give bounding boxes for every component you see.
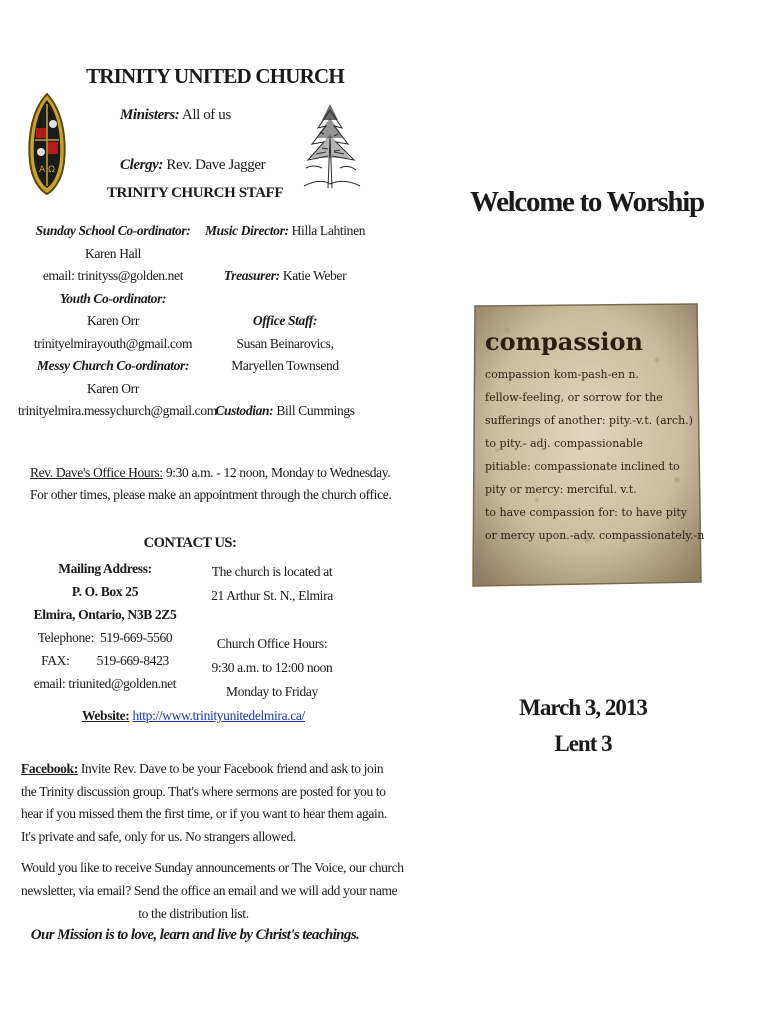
facebook-line-1: Invite Rev. Dave to be your Facebook friend and ask to join [80, 761, 384, 776]
fax: FAX: 519-669-8423 [41, 653, 169, 668]
staff-right-column [205, 220, 365, 423]
church-office-hours-time: 9:30 a.m. to 12:00 noon [211, 660, 333, 675]
stone-line-8: or mercy upon.-adv. compassionately.-n [485, 529, 704, 542]
newsletter-line-3: to the distribution list. [138, 906, 249, 921]
service-date: March 3, 2013 [519, 695, 647, 720]
stone-line-6: pity or mercy: merciful. v.t. [485, 483, 637, 496]
office-hours-note: For other times, please make an appointment through the church office. [30, 487, 392, 502]
custodian-name: Bill Cummings [276, 403, 355, 418]
newsletter-line-2: newsletter, via email? Send the office an email and we will add your name [21, 883, 398, 898]
youth-name: Karen Orr [87, 313, 139, 328]
staff-left-column [18, 220, 217, 423]
location-line-1: The church is located at [211, 564, 333, 579]
office-hours-label: Rev. Dave's Office Hours: [30, 465, 163, 480]
contact-mailing [30, 557, 180, 695]
ministers-value: All of us [181, 107, 231, 123]
treasurer-name: Katie Weber [282, 268, 347, 283]
mailing-label: Mailing Address: [58, 561, 152, 576]
messy-church-email: trinityelmira.messychurch@gmail.com [18, 403, 217, 418]
custodian-line [205, 400, 365, 423]
rev-office-hours [30, 462, 392, 506]
stone-word: compassion [485, 327, 643, 356]
stone-line-7: to have compassion for: to have pity [485, 506, 687, 519]
mission-statement: Our Mission is to love, learn and live by Christ's teachings. [30, 927, 360, 943]
facebook-line-2: the Trinity discussion group. That's where sermons are posted for you to [21, 783, 386, 799]
compassion-stone-image [467, 300, 704, 590]
svg-text:A Ω: A Ω [39, 165, 55, 175]
church-title: TRINITY UNITED CHURCH [86, 64, 344, 88]
tree-sketch-image [300, 98, 362, 190]
stone-line-2: fellow-feeling, or sorrow for the [485, 391, 663, 404]
website-line [82, 708, 305, 724]
facebook-paragraph [21, 758, 387, 848]
stone-line-3: sufferings of another: pity.-v.t. (arch.) [485, 414, 693, 427]
church-office-hours-days: Monday to Friday [226, 684, 318, 699]
clergy-line [120, 157, 265, 174]
website-label: Website: [82, 708, 130, 723]
facebook-line-3: hear if you missed them the first time, or if you want to hear them again. [21, 806, 387, 821]
contact-heading: CONTACT US: [143, 535, 237, 551]
church-office-hours-title: Church Office Hours: [216, 636, 328, 651]
ministers-label: Ministers: [120, 107, 180, 123]
liturgical-week: Lent 3 [554, 731, 612, 756]
telephone: Telephone: 519-669-5560 [37, 630, 173, 645]
office-staff-name-1: Susan Beinarovics, [236, 335, 334, 351]
contact-location [208, 560, 336, 704]
messy-church-name: Karen Orr [87, 380, 139, 396]
office-staff-name-2: Maryellen Townsend [231, 358, 339, 373]
newsletter-paragraph [21, 856, 404, 925]
welcome-heading: Welcome to Worship [470, 186, 704, 218]
newsletter-line-1: Would you like to receive Sunday announcements or The Voice, our church [21, 860, 404, 875]
youth-email: trinityelmirayouth@gmail.com [33, 335, 193, 351]
treasurer-label: Treasurer: [223, 268, 280, 283]
sunday-school-name: Karen Hall [84, 245, 142, 261]
united-church-crest-logo [26, 92, 68, 196]
messy-church-label: Messy Church Co-ordinator: [36, 358, 190, 373]
sunday-school-email: email: trinityss@golden.net [42, 268, 184, 283]
facebook-label: Facebook: [21, 761, 78, 776]
stone-line-4: to pity.- adj. compassionable [485, 437, 643, 450]
facebook-line-4: It's private and safe, only for us. No strangers allowed. [21, 828, 296, 844]
treasurer-line [205, 265, 365, 288]
staff-heading: TRINITY CHURCH STAFF [106, 185, 284, 201]
custodian-label: Custodian: [215, 403, 274, 418]
music-director-name: Hilla Lahtinen [291, 223, 366, 238]
clergy-label: Clergy: [120, 157, 164, 173]
clergy-value: Rev. Dave Jagger [166, 157, 266, 173]
website-link[interactable]: http://www.trinityunitedelmira.ca/ [132, 708, 305, 723]
contact-email: email: triunited@golden.net [33, 676, 177, 691]
office-staff-label: Office Staff: [252, 313, 318, 328]
stone-line-1: compassion kom-pash-en n. [485, 368, 639, 381]
po-box: P. O. Box 25 [71, 584, 139, 599]
music-director-line [205, 220, 365, 243]
location-line-2: 21 Arthur St. N., Elmira [211, 588, 333, 603]
music-director-label: Music Director: [205, 223, 289, 238]
youth-label: Youth Co-ordinator: [59, 290, 167, 306]
office-hours-value: 9:30 a.m. - 12 noon, Monday to Wednesday. [165, 465, 391, 480]
sunday-school-label: Sunday School Co-ordinator: [35, 223, 191, 238]
city-postal: Elmira, Ontario, N3B 2Z5 [33, 607, 177, 622]
ministers-line [120, 107, 231, 124]
stone-line-5: pitiable: compassionate inclined to [485, 460, 680, 473]
